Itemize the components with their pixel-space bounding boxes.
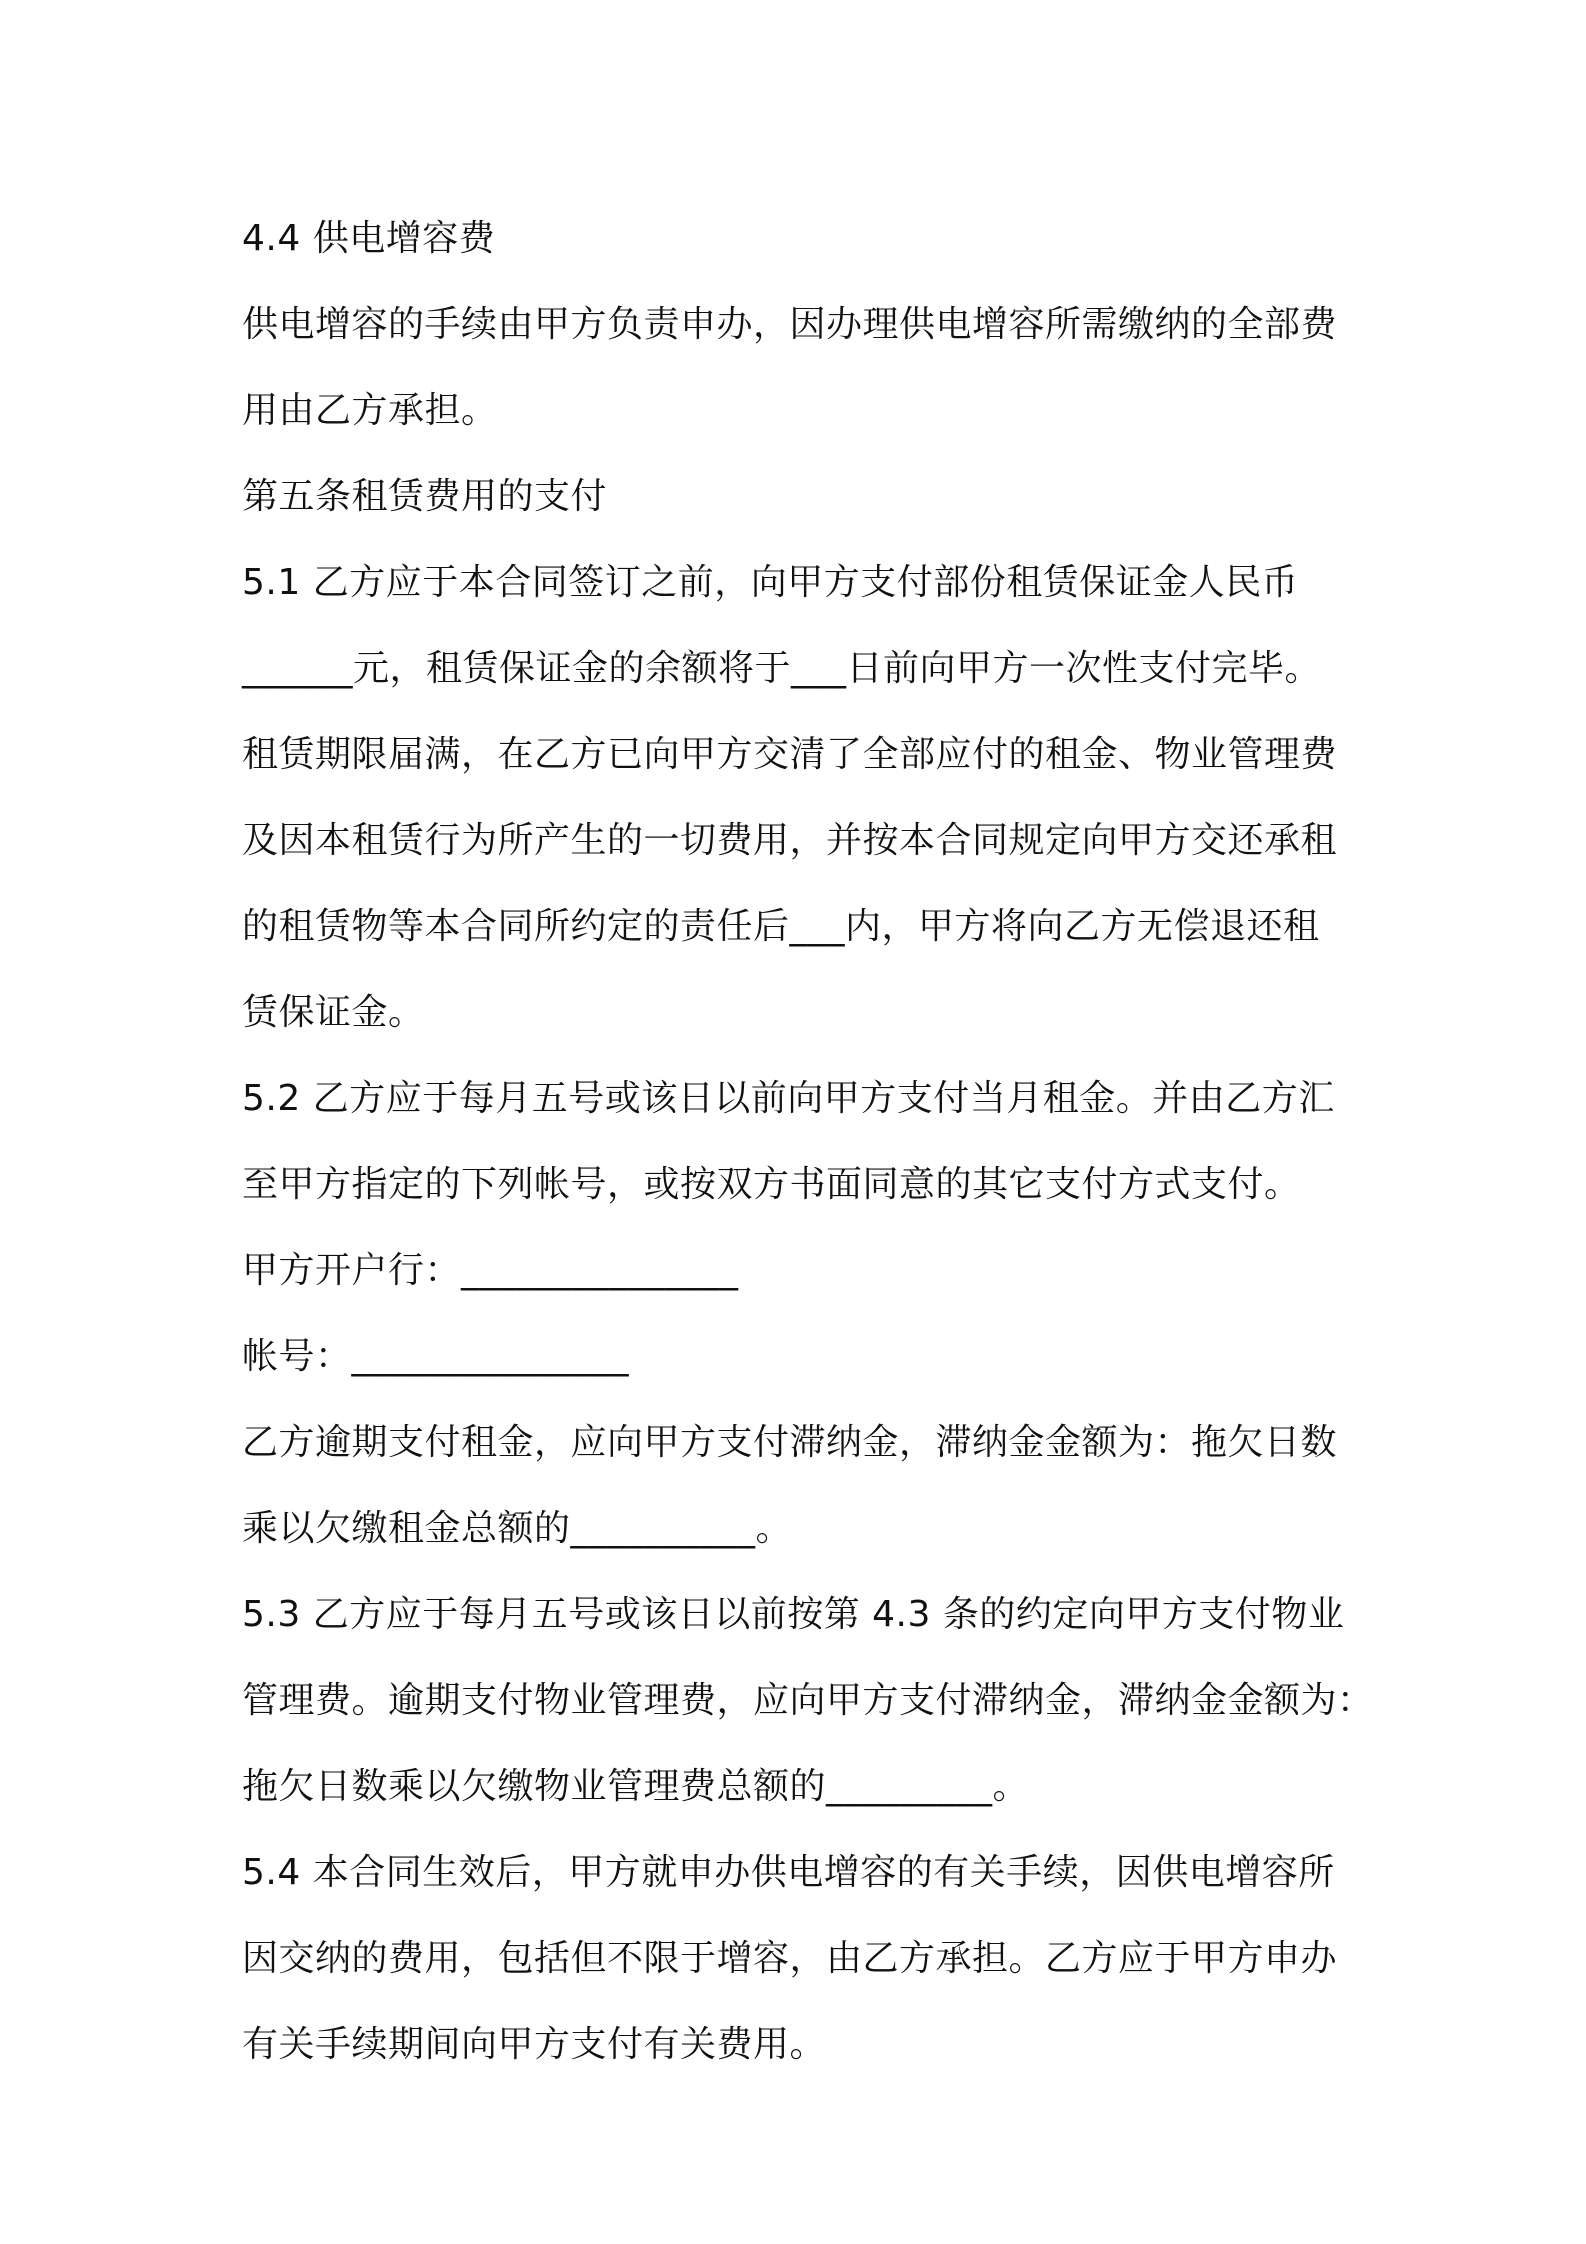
text-line: 供电增容的手续由甲方负责申办，因办理供电增容所需缴纳的全部费 bbox=[242, 304, 1338, 345]
clause-5-1-line: 及因本租赁行为所产生的一切费用，并按本合同规定向甲方交还承租 bbox=[242, 820, 1338, 861]
late-fee-line: 乘以欠缴租金总额的__________。 bbox=[242, 1508, 793, 1549]
clause-5-1-line: 赁保证金。 bbox=[242, 992, 425, 1033]
article-heading-5: 第五条租赁费用的支付 bbox=[242, 476, 608, 517]
clause-5-1-line: 租赁期限届满，在乙方已向甲方交清了全部应付的租金、物业管理费 bbox=[242, 734, 1338, 775]
clause-5-2-line: 至甲方指定的下列帐号，或按双方书面同意的其它支付方式支付。 bbox=[242, 1164, 1301, 1205]
clause-5-1-line: 5.1 乙方应于本合同签订之前，向甲方支付部份租赁保证金人民币 bbox=[242, 562, 1299, 603]
text-line: 用由乙方承担。 bbox=[242, 390, 498, 431]
section-heading-4-4: 4.4 供电增容费 bbox=[242, 218, 496, 259]
account-field-line: 帐号：_______________ bbox=[242, 1336, 630, 1377]
document-page bbox=[242, 196, 1372, 2088]
late-fee-line: 乙方逾期支付租金，应向甲方支付滞纳金，滞纳金金额为：拖欠日数 bbox=[242, 1422, 1338, 1463]
bank-field-line: 甲方开户行：_______________ bbox=[242, 1250, 739, 1291]
clause-5-3-line: 5.3 乙方应于每月五号或该日以前按第 4.3 条的约定向甲方支付物业 bbox=[242, 1594, 1345, 1635]
clause-5-4-line: 因交纳的费用，包括但不限于增容，由乙方承担。乙方应于甲方申办 bbox=[242, 1938, 1338, 1979]
clause-5-1-line: ______元，租赁保证金的余额将于___日前向甲方一次性支付完毕。 bbox=[242, 648, 1322, 689]
clause-5-1-line: 的租赁物等本合同所约定的责任后___内，甲方将向乙方无偿退还租 bbox=[242, 906, 1320, 947]
clause-5-4-line: 5.4 本合同生效后，甲方就申办供电增容的有关手续，因供电增容所 bbox=[242, 1852, 1335, 1893]
clause-5-3-line: 管理费。逾期支付物业管理费，应向甲方支付滞纳金，滞纳金金额为： bbox=[242, 1680, 1374, 1721]
clause-5-3-line: 拖欠日数乘以欠缴物业管理费总额的_________。 bbox=[242, 1766, 1030, 1807]
clause-5-4-line: 有关手续期间向甲方支付有关费用。 bbox=[242, 2024, 827, 2065]
clause-5-2-line: 5.2 乙方应于每月五号或该日以前向甲方支付当月租金。并由乙方汇 bbox=[242, 1078, 1335, 1119]
